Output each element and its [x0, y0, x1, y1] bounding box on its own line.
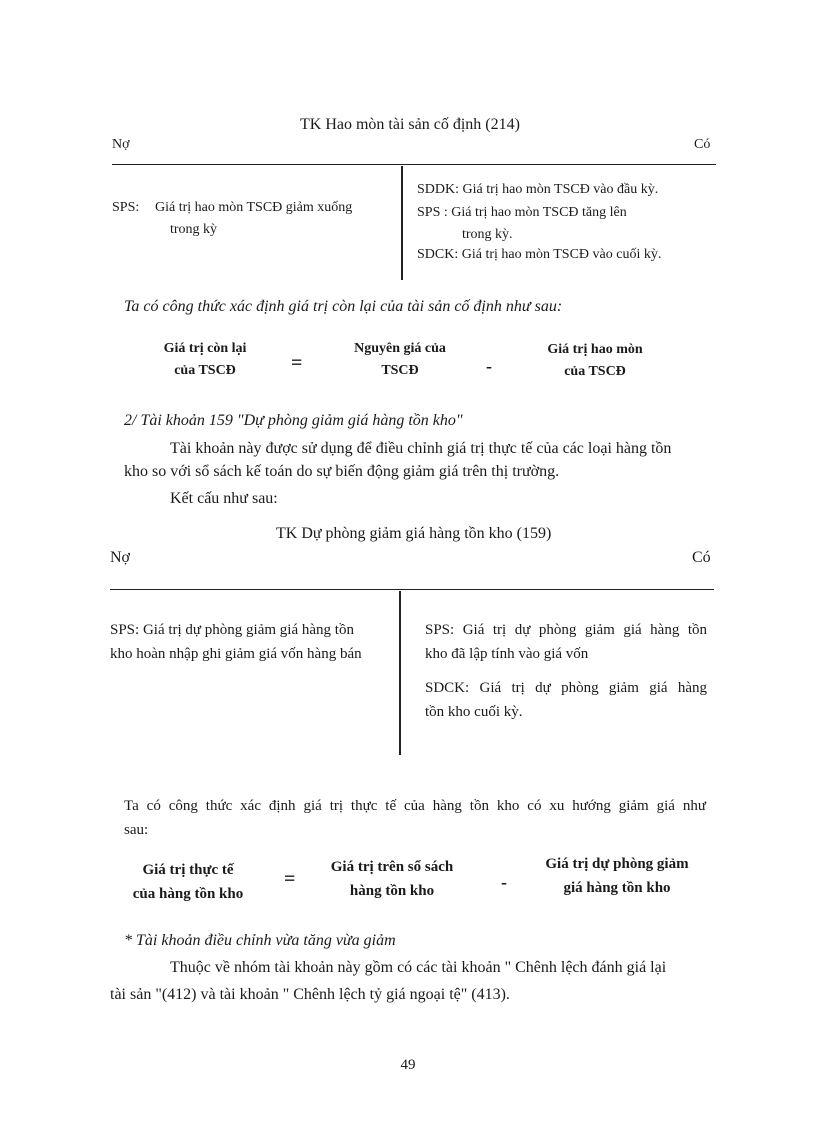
account-159-top-rule	[110, 589, 714, 590]
account-214-title: TK Hao mòn tài sản cố định (214)	[300, 116, 520, 133]
account-214-divider	[401, 166, 403, 280]
adjusting-heading: * Tài khoản điều chỉnh vừa tăng vừa giảm	[124, 932, 396, 949]
account-159-right-line2: kho đã lập tính vào giá vốn	[425, 646, 589, 662]
formula-1-term2-line1: Nguyên giá của	[354, 341, 446, 356]
formula-1-minus: -	[486, 356, 492, 376]
formula-1-term3-line1: Giá trị hao mòn	[547, 342, 643, 357]
account-159-credit-label: Có	[692, 549, 711, 566]
account-159-right-line1: SPS: Giá trị dự phòng giảm giá hàng tồn	[425, 622, 707, 638]
account-214-right-line2: SPS : Giá trị hao mòn TSCĐ tăng lên	[417, 205, 627, 220]
account-214-left-line1: Giá trị hao mòn TSCĐ giảm xuống	[155, 200, 353, 215]
formula-1-equals: =	[291, 352, 303, 374]
section-159-structure: Kết cấu như sau:	[170, 490, 278, 507]
account-214-left-line2: trong kỳ	[170, 222, 218, 237]
account-214-top-rule	[112, 164, 716, 165]
account-159-debit-label: Nợ	[110, 549, 131, 566]
formula-2-term1-line2: của hàng tồn kho	[132, 886, 244, 902]
section-159-para-line2: kho so với sổ sách kế toán do sự biến động giảm giá trên thị trường.	[124, 463, 560, 480]
formula-2-equals: =	[284, 868, 296, 890]
account-214-left-label: SPS:	[112, 200, 140, 215]
adjusting-para-line1: Thuộc về nhóm tài khoản này gồm có các tài khoản " Chênh lệch đánh giá lại	[170, 959, 667, 976]
formula-2-term2-line1: Giá trị trên sổ sách	[330, 859, 454, 875]
account-214-right-line1: SDDK: Giá trị hao mòn TSCĐ vào đầu kỳ.	[417, 182, 659, 197]
account-159-divider	[399, 591, 401, 755]
account-159-right-line4: tồn kho cuối kỳ.	[425, 704, 523, 720]
formula-1-term3-line2: của TSCĐ	[564, 364, 626, 379]
formula-1-term1-line1: Giá trị còn lại	[163, 341, 247, 356]
account-159-title: TK Dự phòng giảm giá hàng tồn kho (159)	[276, 525, 552, 542]
formula-2-term3-line2: giá hàng tồn kho	[563, 880, 671, 896]
adjusting-para-line2: tài sản "(412) và tài khoản " Chênh lệch tỷ giá ngoại tệ" (413).	[110, 986, 510, 1003]
formula-1-intro: Ta có công thức xác định giá trị còn lại của tài sản cố định như sau:	[124, 298, 563, 315]
section-159-para-line1: Tài khoản này được sử dụng để điều chỉnh giá trị thực tế của các loại hàng tồn	[170, 440, 672, 457]
formula-2-term2-line2: hàng tồn kho	[349, 883, 435, 899]
formula-2-intro-line1: Ta có công thức xác định giá trị thực tế của hàng tồn kho có xu hướng giảm giá như	[124, 798, 706, 814]
account-159-left-line1: SPS: Giá trị dự phòng giảm giá hàng tồn	[110, 622, 354, 638]
formula-1-term2-line2: TSCĐ	[381, 363, 419, 378]
formula-2-term3-line1: Giá trị dự phòng giảm	[545, 856, 689, 872]
account-159-right-line3: SDCK: Giá trị dự phòng giảm giá hàng	[425, 680, 707, 696]
page-number: 49	[400, 1057, 416, 1073]
account-214-right-line4: SDCK: Giá trị hao mòn TSCĐ vào cuối kỳ.	[417, 247, 662, 262]
account-214-debit-label: Nợ	[112, 137, 130, 152]
account-214-right-line3: trong kỳ.	[462, 227, 513, 242]
formula-2-intro-line2: sau:	[124, 822, 149, 838]
formula-2-term1-line1: Giá trị thực tế	[142, 862, 234, 878]
formula-1-term1-line2: của TSCĐ	[174, 363, 236, 378]
account-159-left-line2: kho hoàn nhập ghi giảm giá vốn hàng bán	[110, 646, 362, 662]
section-159-heading: 2/ Tài khoản 159 "Dự phòng giảm giá hàng tồn kho"	[124, 412, 463, 429]
formula-2-minus: -	[501, 872, 507, 892]
account-214-credit-label: Có	[694, 137, 711, 152]
